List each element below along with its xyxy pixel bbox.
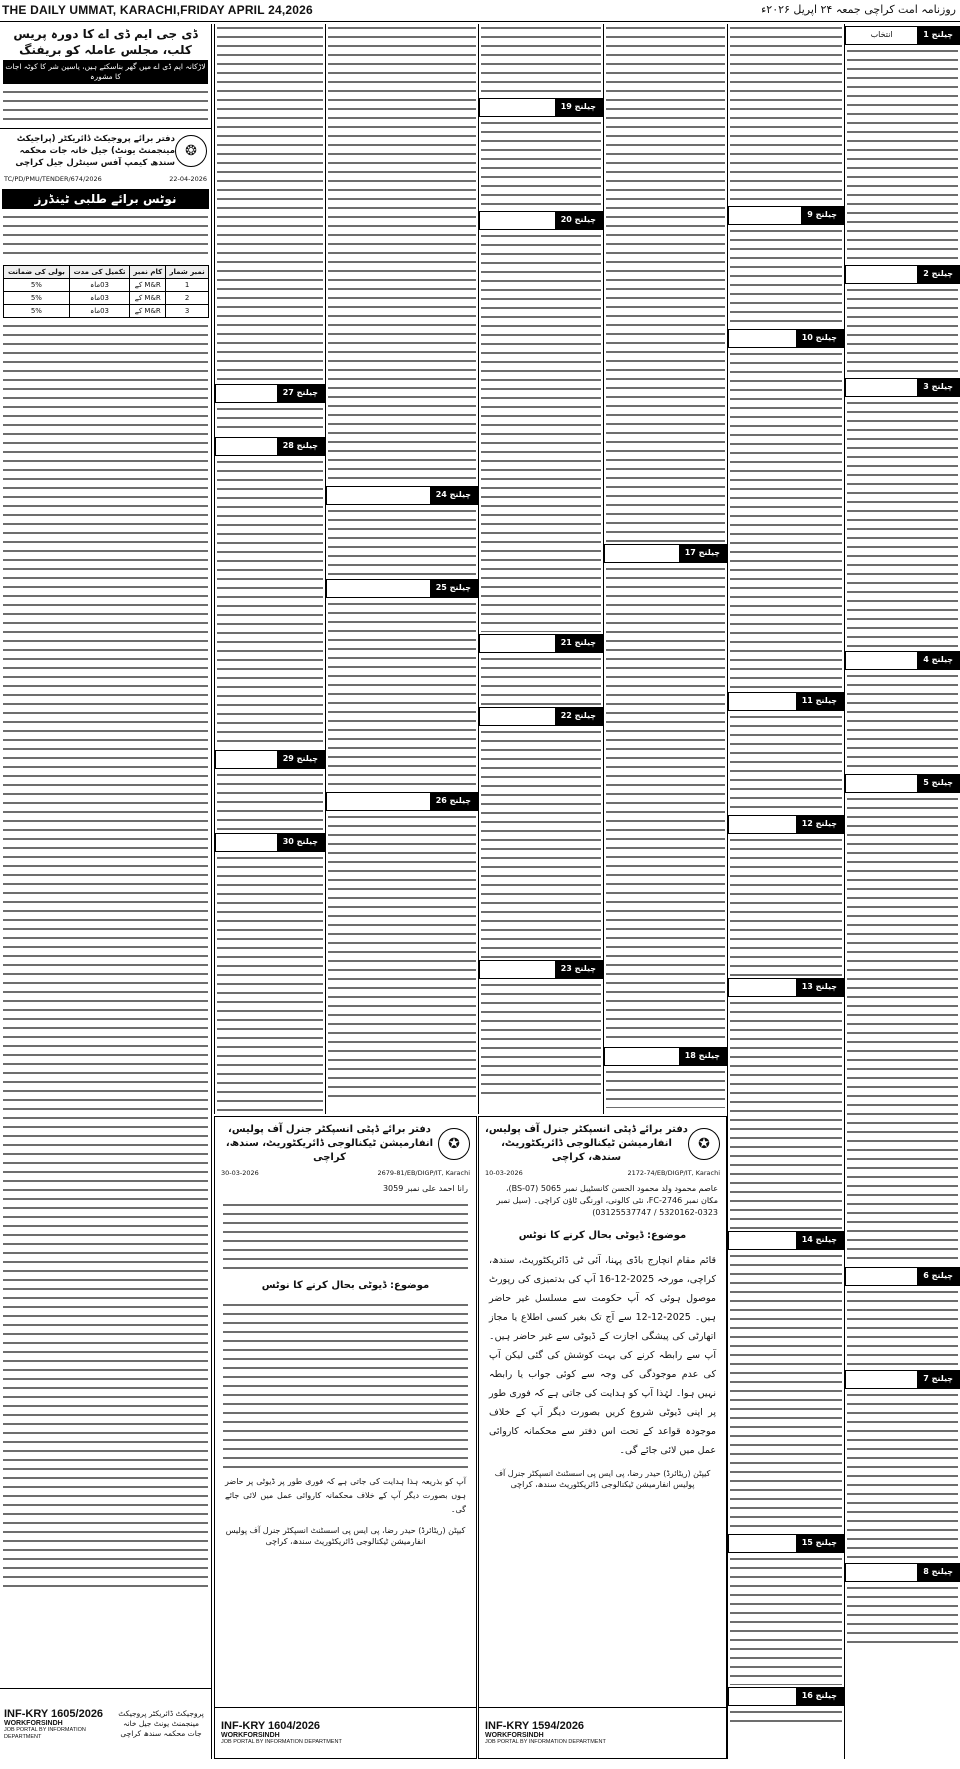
notice2-body: قائم مقام انچارج باڈی پہنا، آئی ٹی ڈائریکٹوریٹ، سندھ، کراچی، مورخہ 2025-12-16 آپ کی بدتمیزی کی رپورٹ موصول ہوئی کہ آپ حکومت سے مسلسل غیر حاضر ہیں۔ 2025-12-12 سے آج تک بغیر کسی اطلاع یا مجاز اتھارٹی کی پیشگی اجازت کے ڈیوٹی سے غیر حاضر ہیں۔ آپ سے رابطہ کرنے کی بہت کوشش کی گئی لیکن آپ کی عدم موجودگی کی وجہ سے کوئی جواب یا رابطہ نہیں ہوا۔ لہٰذا آپ کو ہدایت کی جاتی ہے کہ فوری طور پر اپنی ڈیوٹی شروع کریں بصورت دیگر آپ کے خلاف موجودہ قواعد کے تحت اس دفتر سے محکمانہ کاروائی عمل میں لائی جائے گی۔ [489,1255,716,1456]
notice1-body: آپ کو بذریعہ ہذا ہدایت کی جاتی ہے کہ فوری طور پر ڈیوٹی پر حاضر ہوں بصورت دیگر آپ کے خلاف محکمانہ کاروائی عمل میں لائی جائے گی۔ [225,1477,466,1514]
section-heading: چیلنج 30 [215,833,325,852]
headline-title: ڈی جی ایم ڈی اے کا دورہ پریس کلب، مجلس عاملہ کو بریفنگ [13,27,198,57]
section-heading: چیلنج 28 [215,437,325,456]
section-heading: چیلنج 10 [728,329,844,348]
section-heading: چیلنج 8 [845,1563,960,1582]
tender-inf-number: INF-KRY 1605/2026 [4,1707,104,1720]
section-heading: چیلنج 4 [845,651,960,670]
th-no: نمبر شمار [166,266,209,279]
section-heading: چیلنج 29 [215,750,325,769]
section-heading: چیلنج 17 [604,544,727,563]
tender-inf-block [4,1708,115,1741]
section-heading: چیلنج 14 [728,1231,844,1250]
tender-conditions [3,322,208,1592]
section-heading: چیلنج 3 [845,378,960,397]
workforsindh-logo: WORKFORSINDH [4,1719,63,1727]
notice1-recipient: رانا احمد علی نمبر 3059 [382,1184,468,1193]
job-portal-label: JOB PORTAL BY INFORMATION DEPARTMENT [4,1726,86,1740]
notice2-date: 10-03-2026 [485,1169,523,1177]
notice-duty-restore-1 [214,1116,477,1759]
notice1-inf-number: INF-KRY 1604/2026 [221,1720,321,1732]
column-3 [603,24,727,1114]
section-heading: چیلنج 12 [728,815,844,834]
column-2 [727,24,844,1759]
notice1-signature: کیپٹن (ریٹائرڈ) حیدر رضا، پی ایس پی اسسٹنٹ انسپکٹر جنرل آف پولیس انفارمیشن ٹیکنالوجی ڈائریکٹوریٹ سندھ، کراچی [225,1526,466,1546]
police-seal-icon: ✪ [438,1128,470,1160]
masthead-english: THE DAILY UMMAT, KARACHI,FRIDAY APRIL 24,2026 [2,3,313,17]
workforsindh-logo: WORKFORSINDH [485,1732,544,1739]
notice1-date: 30-03-2026 [221,1169,259,1177]
th-work: کام نمبر [130,266,166,279]
tender-table-header [4,266,209,279]
tender-intro [3,213,208,261]
workforsindh-logo: WORKFORSINDH [221,1732,280,1739]
table-row: 2 M&R کے 03ماہ 5% [4,292,209,305]
column-5 [325,24,478,1114]
headline-subtitle: لاڑکانہ ایم ڈی اے میں گھر بناسکتے ہیں، یاسین شر کا کوٹہ اجات کا مشورہ [3,60,208,84]
section-heading: چیلنج 7 [845,1370,960,1389]
notice2-subject: موضوع: ڈیوٹی بحال کرنے کا نوٹس [518,1230,687,1241]
tender-date: 22-04-2026 [169,175,207,183]
notice2-recipient: عاصم محمود ولد محمود الحسن کانسٹیبل نمبر 5065 (BS-07)، مکان نمبر FC-2746، نئی کالونی، اورنگی ٹاؤن کراچی۔ (سیل نمبر 0323-5320162 / 03125537747) [496,1184,718,1217]
section-heading: چیلنج 11 [728,692,844,711]
tender-org-name: دفتر برائے پروجیکٹ ڈائریکٹر (پراجیکٹ مینجمنٹ یونٹ) جیل خانہ جات محکمہ سندھ کیمپ آفس سینٹرل جیل کراچی [15,134,175,168]
section-heading: چیلنج 6 [845,1267,960,1286]
section-heading: چیلنج 16 [728,1687,844,1706]
th-security: بولی کی ضمانت [4,266,70,279]
section-heading: چیلنج 22 [479,707,603,726]
tender-advertisement [0,24,212,1759]
column-6 [214,24,325,1114]
notice2-org: دفتر برائے ڈپٹی انسپکٹر جنرل آف پولیس، انفارمیشن ٹیکنالوجی ڈائریکٹوریٹ، سندھ، کراچی [485,1124,688,1163]
section-heading: چیلنج 25 [326,579,478,598]
section-heading: چیلنج 9 [728,206,844,225]
masthead [0,0,960,22]
tender-signature: پروجیکٹ ڈائریکٹر پروجیکٹ مینجمنٹ یونٹ جیل خانہ جات محکمہ سندھ کراچی [118,1709,204,1738]
section-heading: چیلنج 20 [479,211,603,230]
headline-body [3,88,208,122]
section-heading: چیلنج 18 [604,1047,727,1066]
section-heading: چیلنج 26 [326,792,478,811]
column-1 [844,24,960,1759]
tender-footer [0,1688,211,1759]
column-4 [478,24,603,1114]
section-heading: چیلنج 21 [479,634,603,653]
notice2-signature: کیپٹن (ریٹائرڈ) حیدر رضا، پی ایس پی اسسٹنٹ انسپکٹر جنرل آف پولیس انفارمیشن ٹیکنالوجی ڈائریکٹوریٹ سندھ، کراچی [494,1469,711,1489]
notice1-org: دفتر برائے ڈپٹی انسپکٹر جنرل آف پولیس، انفارمیشن ٹیکنالوجی ڈائریکٹوریٹ، سندھ، کراچی [225,1124,434,1163]
notice2-ref: 2172-74/EB/DIGP/IT, Karachi [627,1169,720,1177]
police-seal-icon: ✪ [688,1128,720,1160]
section-heading: چیلنج 23 [479,960,603,979]
tender-table [3,265,209,318]
section-heading: چیلنج 5 [845,774,960,793]
section-heading: چیلنج 13 [728,978,844,997]
notice-duty-restore-2 [478,1116,727,1759]
notice1-ref: 2679-81/EB/DIGP/IT, Karachi [377,1169,470,1177]
job-portal-label: JOB PORTAL BY INFORMATION DEPARTMENT [221,1739,342,1745]
section-heading: چیلنج 27 [215,384,325,403]
table-row: 1 M&R کے 03ماہ 5% [4,279,209,292]
tender-org-header [0,128,211,173]
tender-ref-no: TC/PD/PMU/TENDER/674/2026 [4,175,102,183]
masthead-urdu: روزنامہ امت کراچی جمعہ ۲۴ اپریل ۲۰۲۶ء [761,3,956,16]
tender-banner: نوٹس برائے طلبی ٹینڈرز [2,189,209,209]
th-period: تکمیل کی مدت [69,266,130,279]
section-heading: چیلنج 24 [326,486,478,505]
sindh-seal-icon: ❂ [175,135,207,167]
notice1-subject: موضوع: ڈیوٹی بحال کرنے کا نوٹس [261,1280,430,1291]
notice2-inf-number: INF-KRY 1594/2026 [485,1720,585,1732]
job-portal-label: JOB PORTAL BY INFORMATION DEPARTMENT [485,1739,606,1745]
section-heading: چیلنج 1 انتخاب [845,26,960,45]
tender-reference [0,173,211,185]
table-row: 3 M&R کے 03ماہ 5% [4,305,209,318]
section-heading: چیلنج 15 [728,1534,844,1553]
section-heading: چیلنج 19 [479,98,603,117]
section-heading: چیلنج 2 [845,265,960,284]
